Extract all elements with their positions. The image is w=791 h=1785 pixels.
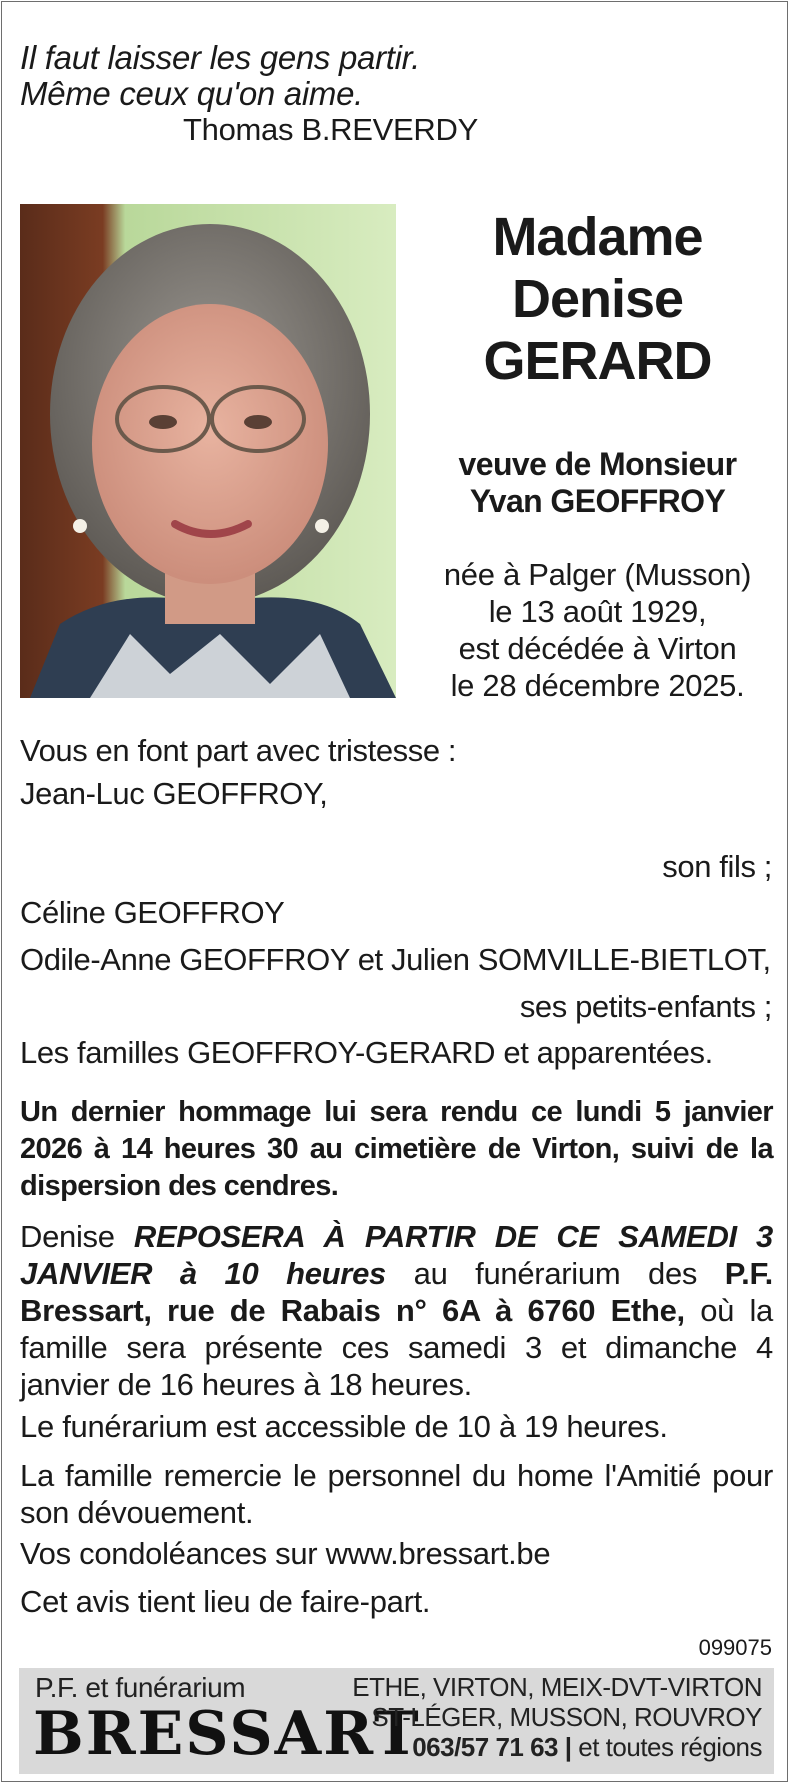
deceased-last-name: GERARD bbox=[483, 331, 712, 391]
funeral-home-label: P.F. et funérarium bbox=[35, 1672, 246, 1703]
family-grandchild-2: Odile-Anne GEOFFROY et Julien SOMVILLE-BIETLOT, bbox=[20, 942, 771, 977]
regions-text: et toutes régions bbox=[578, 1732, 762, 1762]
widow-line-1: veuve de Monsieur bbox=[458, 446, 737, 482]
thanks-note: La famille remercie le personnel du home l'Amitié pour son dévouement. bbox=[20, 1458, 773, 1530]
funerarium-hours: Le funérarium est accessible de 10 à 19 heures. bbox=[20, 1409, 668, 1444]
visitation-name: Denise bbox=[20, 1219, 115, 1254]
visitation-place: P.F. Bressart, rue de Rabais n° 6A à 6760 Ethe, bbox=[20, 1256, 773, 1328]
separator: | bbox=[564, 1732, 572, 1762]
ceremony-announcement: Un dernier hommage lui sera rendu ce lundi 5 janvier 2026 à 14 heures 30 au cimetière de Virton, suivi de la dispersion des cendres. bbox=[20, 1096, 773, 1202]
widow-of bbox=[410, 446, 785, 520]
epigraph-quote bbox=[20, 40, 420, 112]
deceased-first-name: Denise bbox=[511, 269, 684, 329]
funeral-home-locations bbox=[352, 1672, 762, 1762]
locations-line-2: ST-LÉGER, MUSSON, ROUVROY bbox=[371, 1702, 762, 1732]
family-grandchild-1: Céline GEOFFROY bbox=[20, 895, 285, 930]
contact-line bbox=[352, 1732, 762, 1762]
family-relatives: Les familles GEOFFROY-GERARD et apparentées. bbox=[20, 1035, 713, 1070]
visitation-emphasis: REPOSERA À PARTIR DE CE SAMEDI 3 JANVIER à 10 heures bbox=[20, 1219, 773, 1291]
deceased-name-block bbox=[410, 206, 785, 392]
quote-line-1: Il faut laisser les gens partir. bbox=[20, 39, 421, 76]
quote-line-2: Même ceux qu'on aime. bbox=[20, 75, 364, 112]
family-grandchildren-role: ses petits-enfants ; bbox=[519, 989, 772, 1024]
quote-author: Thomas B.REVERDY bbox=[183, 112, 478, 147]
visitation-mid: au funérarium des bbox=[413, 1256, 698, 1291]
locations-line-1: ETHE, VIRTON, MEIX-DVT-VIRTON bbox=[352, 1672, 762, 1702]
visitation-paragraph bbox=[20, 1218, 773, 1403]
birth-death-dates bbox=[410, 556, 785, 704]
portrait-photo bbox=[20, 204, 396, 698]
died-place: est décédée à Virton bbox=[458, 631, 737, 666]
funeral-home-logo: BRESSART bbox=[33, 1699, 421, 1769]
phone-number: 063/57 71 63 bbox=[412, 1732, 559, 1762]
family-son-role: son fils ; bbox=[662, 849, 772, 884]
family-intro: Vous en font part avec tristesse : bbox=[20, 733, 457, 768]
born-place: née à Palger (Musson) bbox=[443, 557, 752, 592]
notice-statement: Cet avis tient lieu de faire-part. bbox=[20, 1584, 431, 1619]
funeral-home-banner bbox=[19, 1668, 774, 1774]
family-son: Jean-Luc GEOFFROY, bbox=[20, 776, 328, 811]
reference-number: 099075 bbox=[698, 1635, 772, 1660]
deceased-title: Madame bbox=[492, 207, 703, 267]
died-date: le 28 décembre 2025. bbox=[450, 668, 745, 703]
condolences-link: Vos condoléances sur www.bressart.be bbox=[20, 1536, 551, 1571]
visitation-rest: où la famille sera présente ces samedi 3 et dimanche 4 janvier de 16 heures à 18 heures. bbox=[20, 1293, 773, 1402]
born-date: le 13 août 1929, bbox=[488, 594, 707, 629]
widow-line-2: Yvan GEOFFROY bbox=[469, 483, 726, 519]
